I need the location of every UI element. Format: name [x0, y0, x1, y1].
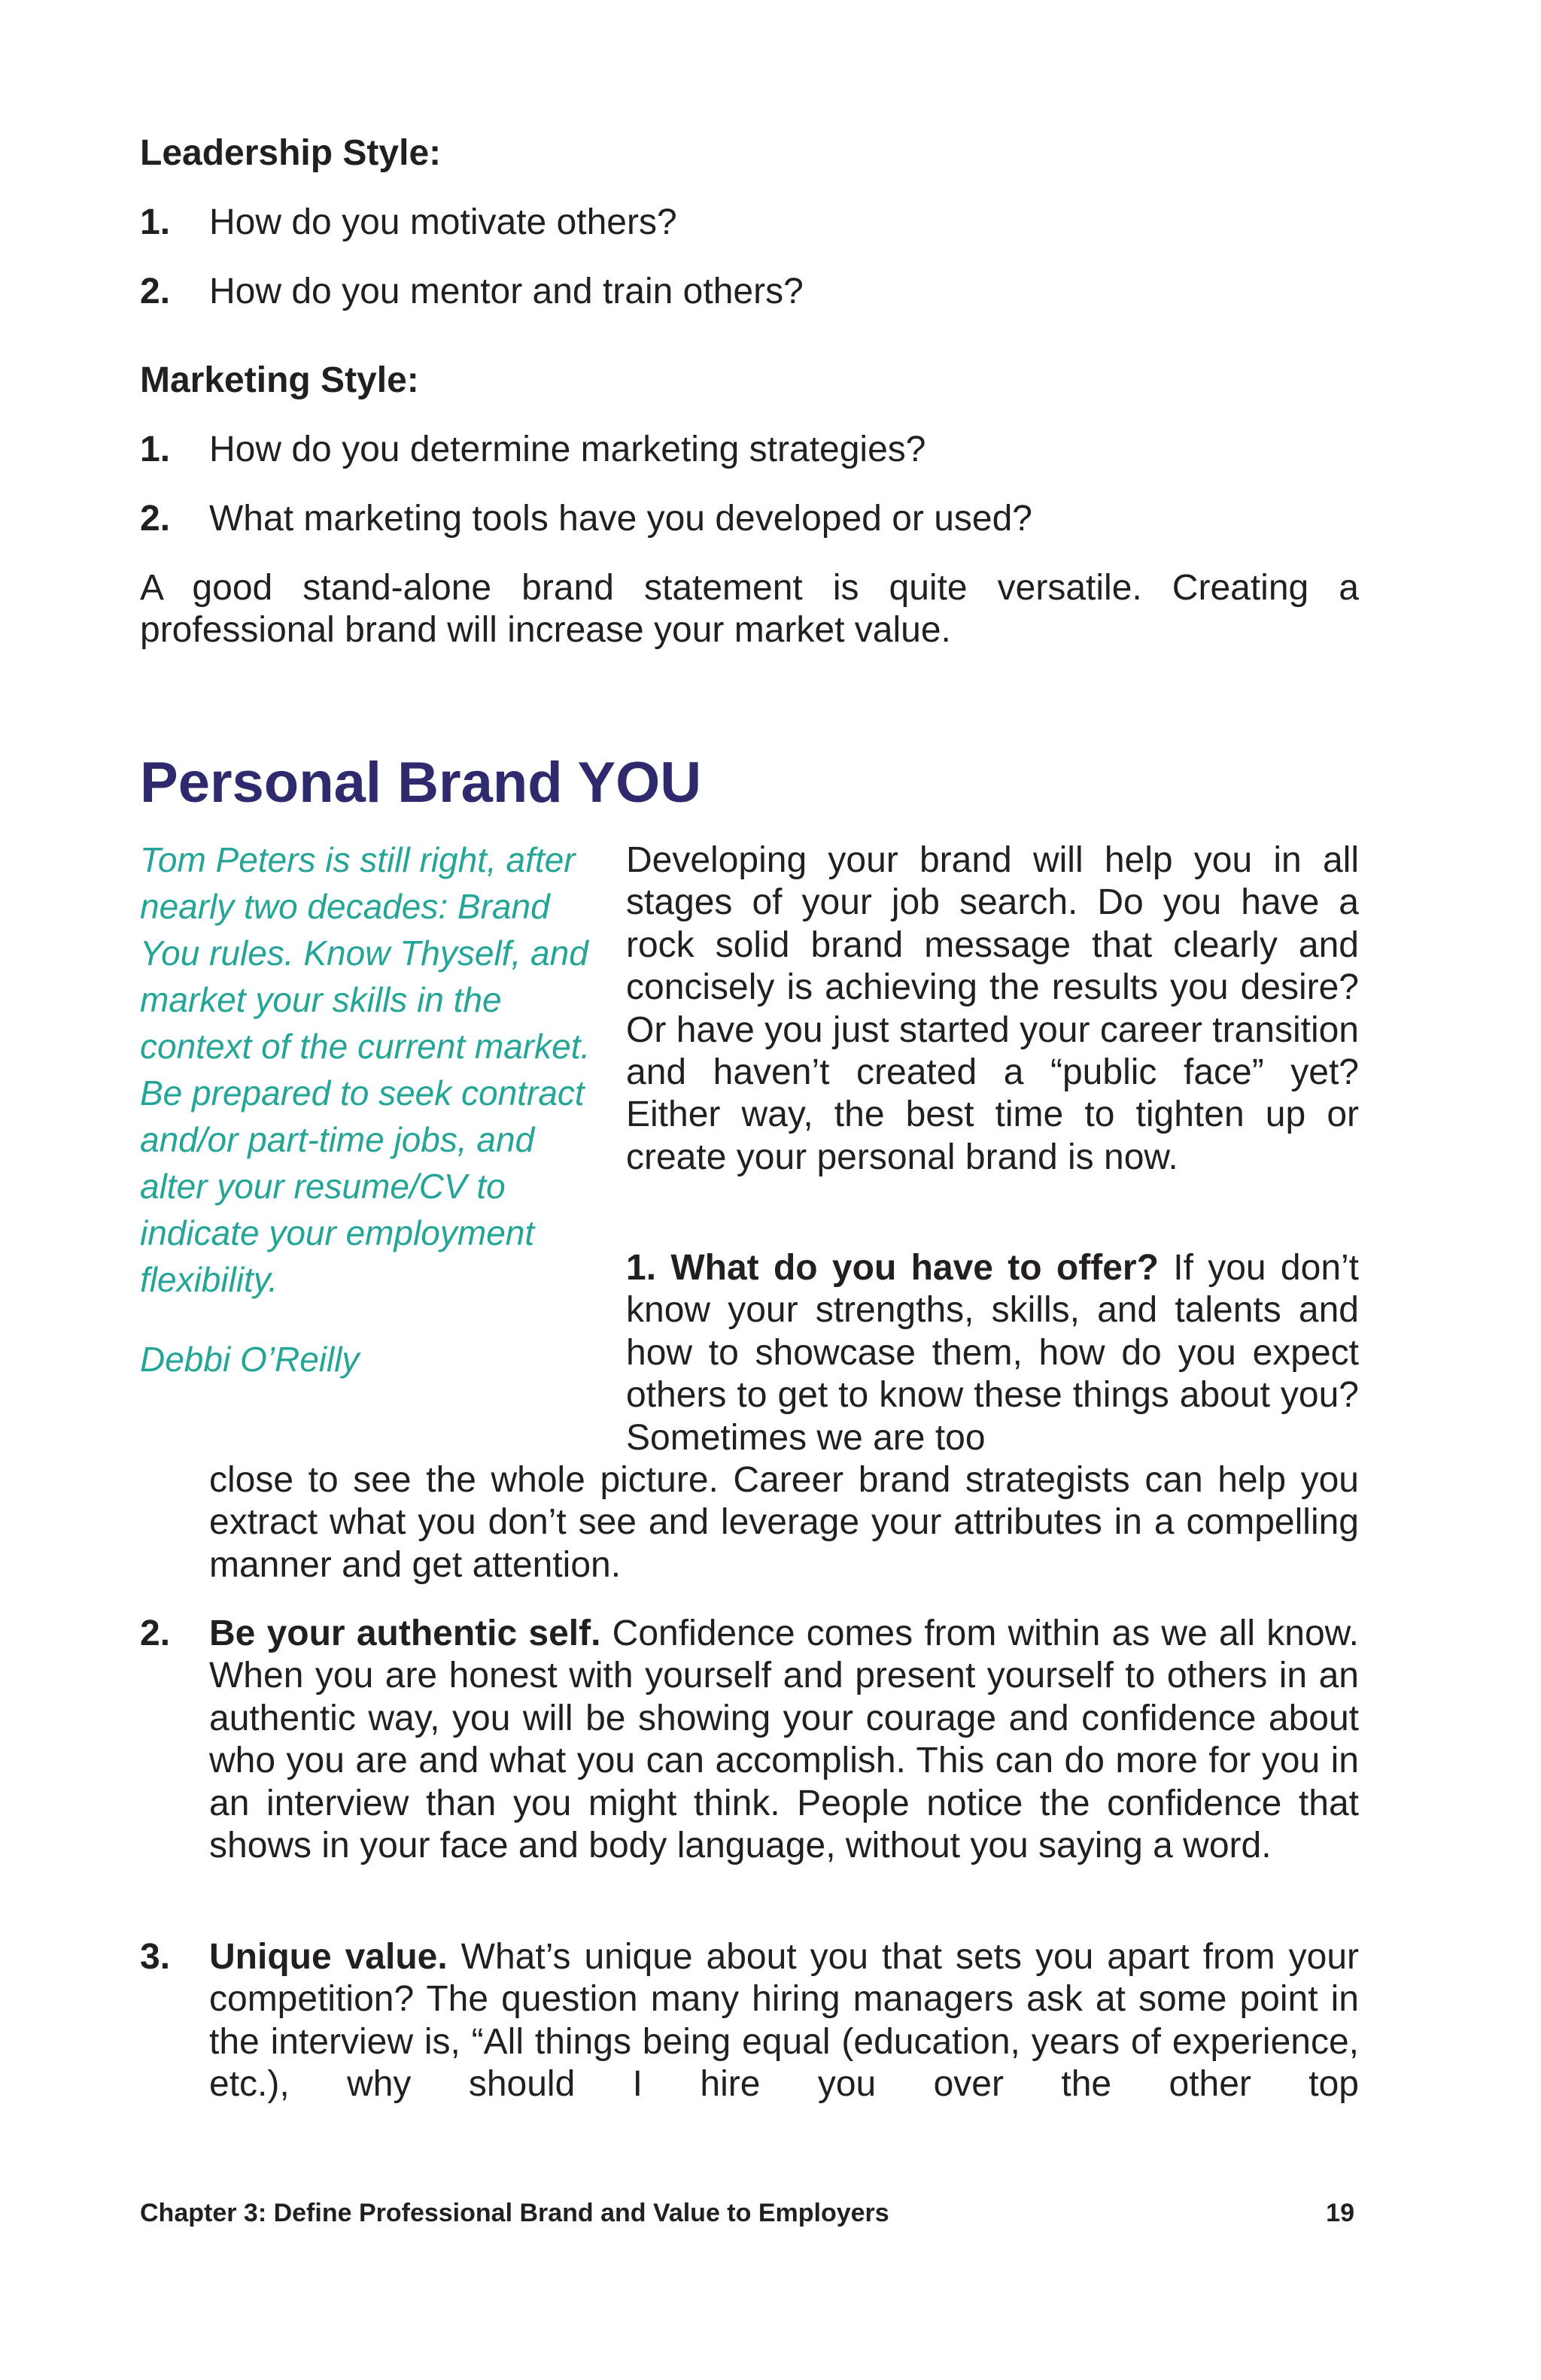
item-2-paragraph	[209, 1613, 1359, 1867]
item-2-lead: Be your authentic self.	[209, 1613, 601, 1653]
item-1-lead: What do you have to offer?	[670, 1248, 1159, 1288]
marketing-item-1	[140, 429, 1359, 471]
item-text: How do you determine marketing strategies?	[209, 430, 926, 469]
item-2-text: Confidence comes from within as we all know. When you are honest with yourself and present yourself to others in an authentic way, you will be showing your courage and confidence about who you are and what you can accomplish. This can do more for you in an interview than you might think. People notice the confidence that shows in your face and body language, without you saying a word.	[209, 1613, 1360, 1866]
pull-quote	[140, 836, 606, 1383]
item-1-paragraph-continued: close to see the whole picture. Career brand strategists can help you extract what you don’t see and leverage your attributes in a compelling manner and get attention.	[209, 1460, 1359, 1585]
marketing-item-2	[140, 498, 1359, 540]
intro-paragraph: Developing your brand will help you in all stages of your job search. Do you have a rock solid brand message that clearly and concisely is achieving the results you desire? Or have you just started your career transition and haven’t created a “public face” yet? Either way, the best time to tighten up or create your personal brand is now.	[626, 840, 1359, 1177]
footer-page-number: 19	[1326, 2199, 1354, 2227]
item-1-text: If you don’t know your strengths, skills, and talents and how to showcase them, how do you expect others to get to know these things about you? Sometimes we are too	[626, 1248, 1360, 1458]
section-title: Personal Brand YOU	[140, 751, 702, 815]
item-3-paragraph	[209, 1936, 1359, 2106]
item-2-number: 2.	[140, 1613, 171, 1653]
item-number: 2.	[140, 499, 171, 539]
item-text: How do you mentor and train others?	[209, 272, 804, 311]
item-1-number: 1.	[626, 1248, 657, 1288]
item-text: How do you motivate others?	[209, 202, 677, 242]
item-3-text: What’s unique about you that sets you apart from your competition? The question many hiring managers ask at some point in the interview is, “All things being equal (education, years of experience, etc.), why should I hire you over the other top	[209, 1937, 1359, 2105]
summary-paragraph: A good stand-alone brand statement is quite versatile. Creating a professional brand will increase your market value.	[140, 568, 1359, 651]
item-number: 1.	[140, 430, 171, 469]
item-1-paragraph-top	[626, 1247, 1359, 1459]
marketing-heading: Marketing Style:	[140, 360, 419, 400]
item-number: 1.	[140, 202, 171, 242]
item-3-lead: Unique value.	[209, 1937, 448, 1977]
leadership-item-2	[140, 271, 1359, 313]
leadership-item-1	[140, 202, 1359, 244]
item-number: 2.	[140, 272, 171, 311]
leadership-heading: Leadership Style:	[140, 133, 442, 173]
footer-chapter-title: Chapter 3: Define Professional Brand and Value to Employers	[140, 2199, 889, 2227]
item-text: What marketing tools have you developed or used?	[209, 499, 1032, 539]
pull-quote-text: Tom Peters is still right, after nearly two decades: Brand You rules. Know Thyself, and market your skills in the context of the current market. Be prepared to seek contract and/or part-time jobs, and alter your resume/CV to indicate your employment flexibility.	[140, 840, 591, 1299]
item-3-number: 3.	[140, 1937, 171, 1977]
pull-quote-author: Debbi O’Reilly	[140, 1340, 360, 1379]
